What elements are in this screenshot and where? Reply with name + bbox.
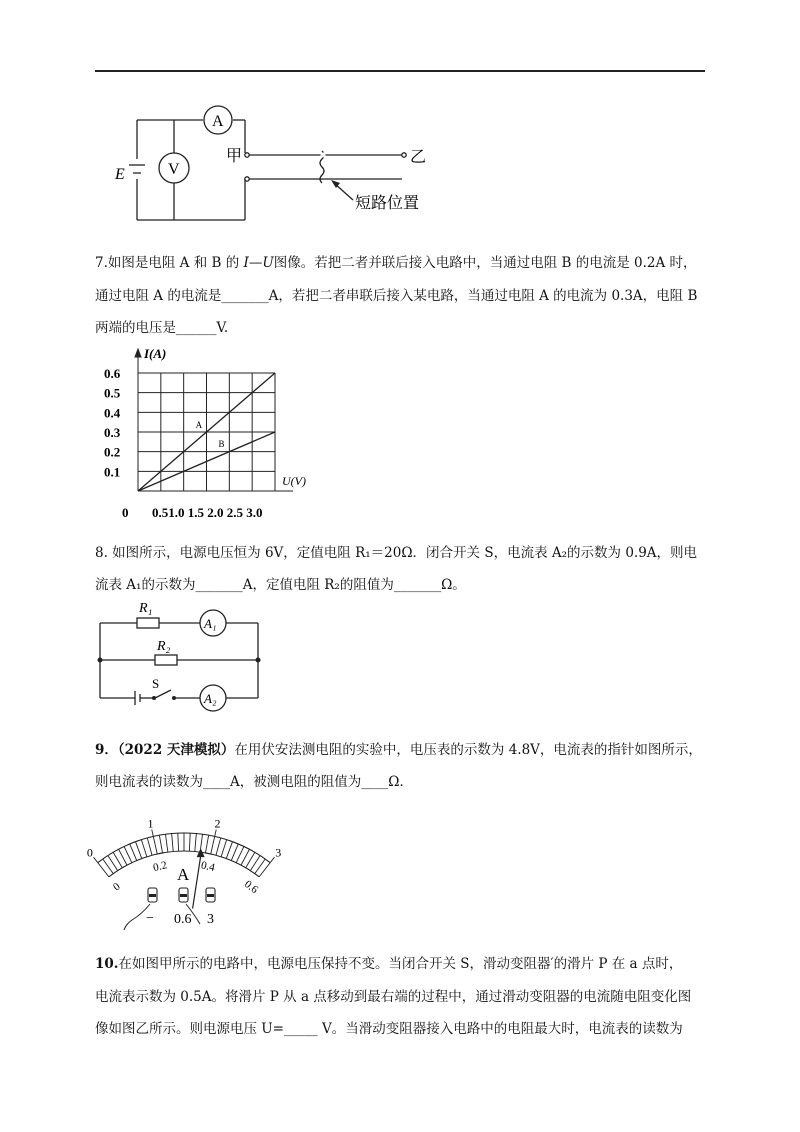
q10-number: 10. xyxy=(95,956,119,972)
scale-tick xyxy=(221,840,226,857)
scale-tick xyxy=(153,836,157,854)
q7-iu: I—U xyxy=(243,255,274,271)
terminal-3: 3 xyxy=(207,912,214,927)
scale-tick xyxy=(165,834,167,852)
label-switch-s: S xyxy=(152,676,160,691)
y-tick-label: 0.2 xyxy=(104,444,121,460)
scale-tick xyxy=(130,844,137,861)
q7-text-b: 图像。若把二者并联后接入电路中，当通过电阻 B 的电流是 0.2A 时， xyxy=(273,255,697,271)
q9-line1 xyxy=(95,740,702,760)
q8-line1: 8. 如图所示，电源电压恒为 6V，定值电阻 R₁＝20Ω．闭合开关 S，电流表 A₂的示数为 0.9A，则电 xyxy=(95,545,698,561)
scale-tick xyxy=(178,833,179,851)
scale-tick xyxy=(216,838,221,855)
q9-text1: 在用伏安法测电阻的实验中，电压表的示数为 4.8V，电流表的指针如图所示， xyxy=(234,742,702,758)
scale-tick xyxy=(136,842,142,859)
inner-scale-label: 0.4 xyxy=(199,859,216,875)
q10-line2: 电流表示数为 0.5A。将滑片 P 从 a 点移动到最右端的过程中，通过滑动变阻器的电流随电阻变化图 xyxy=(95,989,692,1005)
label-jia: 甲 xyxy=(226,148,243,165)
y-axis-label: I(A) xyxy=(144,346,167,361)
scale-tick xyxy=(124,846,132,862)
outer-scale-label: 1 xyxy=(147,816,154,831)
y-tick-label: 0.5 xyxy=(104,385,121,401)
label-e: E xyxy=(115,166,125,183)
q7-line3: 两端的电压是______V. xyxy=(95,320,229,336)
inner-scale-label: 0 xyxy=(111,880,123,894)
scale-tick xyxy=(147,838,152,855)
x-axis-label: U(V) xyxy=(282,474,306,488)
scale-tick xyxy=(172,834,174,852)
y-tick-label: 0.6 xyxy=(104,366,121,381)
terminal-minus: − xyxy=(146,911,154,926)
q7-text-a: 7.如图是电阻 A 和 B 的 xyxy=(95,255,244,271)
series-label-A: A xyxy=(195,420,203,431)
q9-line2: 则电流表的读数为____A，被测电阻的阻值为____Ω． xyxy=(95,774,413,790)
scale-tick xyxy=(141,840,146,857)
x-tick-labels: 0.51.0 1.5 2.0 2.5 3.0 xyxy=(152,505,263,520)
label-ammeter: A xyxy=(212,113,224,130)
meter-unit-label: A xyxy=(177,865,190,884)
q8-line2: 流表 A₁的示数为_______A，定值电阻 R₂的阻值为_______Ω。 xyxy=(95,577,466,593)
outer-scale-label: 0 xyxy=(86,845,93,860)
series-label-B: B xyxy=(218,438,225,449)
scale-tick xyxy=(189,833,190,851)
circuit-diagram-short xyxy=(110,95,450,230)
q7-line1 xyxy=(95,253,697,273)
origin-label: 0 xyxy=(122,505,129,520)
label-voltmeter: V xyxy=(168,161,180,178)
scale-tick xyxy=(236,846,244,862)
inner-scale-label: 0.6 xyxy=(241,878,261,897)
top-rule xyxy=(95,70,705,72)
label-a1: A₁ xyxy=(204,616,217,631)
scale-tick xyxy=(205,835,208,853)
major-tick xyxy=(93,857,97,863)
circuit-diagram-parallel xyxy=(95,598,270,718)
outer-scale-label: 2 xyxy=(214,816,221,831)
y-tick-label: 0.4 xyxy=(104,405,121,421)
y-tick-label: 0.3 xyxy=(104,425,121,440)
y-tick-label: 0.1 xyxy=(104,464,121,480)
y-axis-arrow xyxy=(135,349,141,357)
label-r1: R₁ xyxy=(139,601,153,616)
q10-text1: 在如图甲所示的电路中，电源电压保持不变。当闭合开关 S，滑动变阻器′的滑片 P 在 a 点时， xyxy=(118,956,683,972)
q7-line2: 通过电阻 A 的电流是_______A，若把二者串联后接入某电路，当通过电阻 A 的电流为 0.3A，电阻 B xyxy=(95,288,698,304)
scale-tick xyxy=(226,842,232,859)
ammeter-dial xyxy=(86,798,282,933)
major-tick xyxy=(270,857,274,863)
label-yi: 乙 xyxy=(410,149,427,166)
scale-tick xyxy=(211,836,215,854)
outer-scale-label: 3 xyxy=(275,845,282,860)
q10-line3: 像如图乙所示。则电源电压 U=_____ V。当滑动变阻器接入电路中的电阻最大时，电流表的读数为 xyxy=(95,1021,683,1037)
terminal-0-6: 0.6 xyxy=(174,912,192,927)
q9-number: 9．（2022 天津模拟） xyxy=(95,742,235,758)
scale-tick xyxy=(231,844,238,861)
inner-scale-label: 0.2 xyxy=(152,859,169,875)
iu-chart xyxy=(100,345,320,525)
scale-tick xyxy=(159,835,162,853)
label-short-position: 短路位置 xyxy=(355,195,420,212)
scale-tick xyxy=(195,834,197,852)
q10-line1 xyxy=(95,954,682,974)
label-a2: A₂ xyxy=(204,691,217,706)
label-r2: R₂ xyxy=(157,639,171,654)
